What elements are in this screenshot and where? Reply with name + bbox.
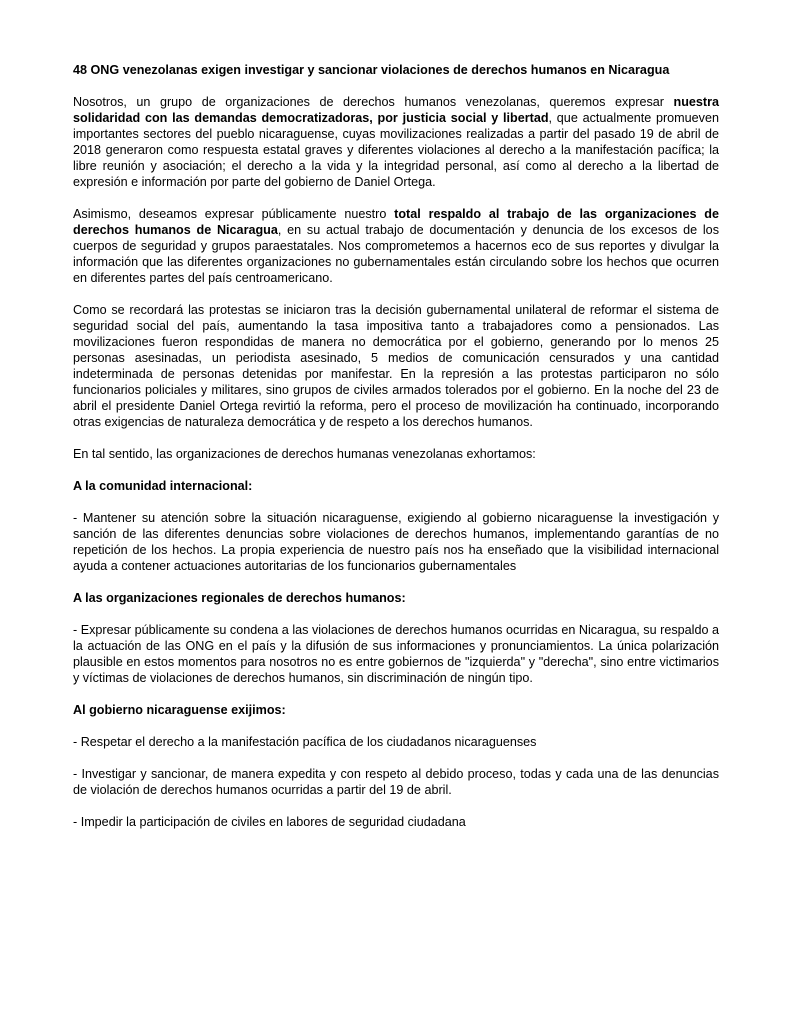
section-heading [73,590,719,606]
bold-text-run: total respaldo al trabajo de las organizaciones de derechos humanos de Nicaragua [73,207,720,237]
text-run: - Mantener su atención sobre la situación nicaraguense, exigiendo al gobierno nicaraguense la investigación y sanción de las diferentes denuncias sobre violaciones de derechos humanos, implementando garantías de no repetición de los hechos. La propia experiencia de nuestro país nos ha enseñado que la visibilidad internacional ayuda a contener actuaciones autoritarias de los funcionarios gubernamentales [73,511,719,573]
bold-text-run: A la comunidad internacional: [73,479,253,493]
text-run: En tal sentido, las organizaciones de derechos humanas venezolanas exhortamos: [73,447,536,461]
paragraph [73,94,719,190]
text-run: - Expresar públicamente su condena a las violaciones de derechos humanos ocurridas en Nicaragua, su respaldo a la actuación de las ONG en el país y la difusión de sus informaciones y pronunciamientos. La única polarización plausible en estos momentos para nosotros no es entre gobiernos de "izquierda" y "derecha", sino entre victimarios y víctimas de violaciones de derechos humanos, sin discriminación de ningún tipo. [73,623,719,685]
text-run: Como se recordará las protestas se iniciaron tras la decisión gubernamental unilateral de reformar el sistema de seguridad social del país, aumentando la tasa impositiva tanto a trabajadores como a pensionados. Las movilizaciones fueron respondidas de manera no democrática por el gobierno, generando por lo menos 25 personas asesinadas, un periodista asesinado, 5 medios de comunicación censurados y una cantidad indeterminada de personas detenidas por manifestar. En la represión a las protestas participaron no sólo funcionarios policiales y militares, sino grupos de civiles armados tolerados por el gobierno. En la noche del 23 de abril el presidente Daniel Ortega revirtió la reforma, pero el proceso de movilización ha continuado, incorporando otras exigencias de naturaleza democrática y de respeto a los derechos humanos. [73,303,719,429]
text-run: - Investigar y sancionar, de manera expedita y con respeto al debido proceso, todas y cada una de las denuncias de violación de derechos humanos ocurridas a partir del 19 de abril. [73,767,719,797]
bold-text-run: A las organizaciones regionales de derechos humanos: [73,591,406,605]
paragraph [73,302,719,430]
text-run: Asimismo, deseamos expresar públicamente nuestro [73,207,395,221]
paragraph [73,766,719,798]
bold-text-run: Al gobierno nicaraguense exijimos: [73,703,286,717]
text-run: - Respetar el derecho a la manifestación pacífica de los ciudadanos nicaraguenses [73,735,537,749]
text-run: , en su actual trabajo de documentación y denuncia de los excesos de los cuerpos de seguridad y grupos paraestatales. Nos comprometemos a hacernos eco de sus reportes y divulgar la información que las diferentes organizaciones no gubernamentales están circulando sobre los hechos que ocurren en diferentes partes del país centroamericano. [73,223,719,285]
text-run: , que actualmente promueven importantes sectores del pueblo nicaraguense, cuyas movilizaciones realizadas a partir del pasado 19 de abril de 2018 generaron como respuesta estatal graves y diferentes violaciones al derecho a la manifestación pacífica; la libre reunión y asociación; el derecho a la vida y la integridad personal, así como al derecho a la libertad de expresión e información por parte del gobierno de Daniel Ortega. [73,111,719,189]
paragraph [73,734,719,750]
paragraph [73,622,719,686]
text-run: Nosotros, un grupo de organizaciones de derechos humanos venezolanas, queremos expresar [73,95,674,109]
paragraph [73,446,719,462]
section-heading [73,478,719,494]
document-content [73,62,719,830]
paragraph [73,206,719,286]
bold-text-run: nuestra solidaridad con las demandas democratizadoras, por justicia social y libertad [73,95,719,125]
section-heading [73,702,719,718]
paragraph [73,814,719,830]
document-title [73,62,719,78]
paragraph [73,510,719,574]
bold-text-run: 48 ONG venezolanas exigen investigar y sancionar violaciones de derechos humanos en Nicaragua [73,63,670,77]
text-run: - Impedir la participación de civiles en labores de seguridad ciudadana [73,815,466,829]
